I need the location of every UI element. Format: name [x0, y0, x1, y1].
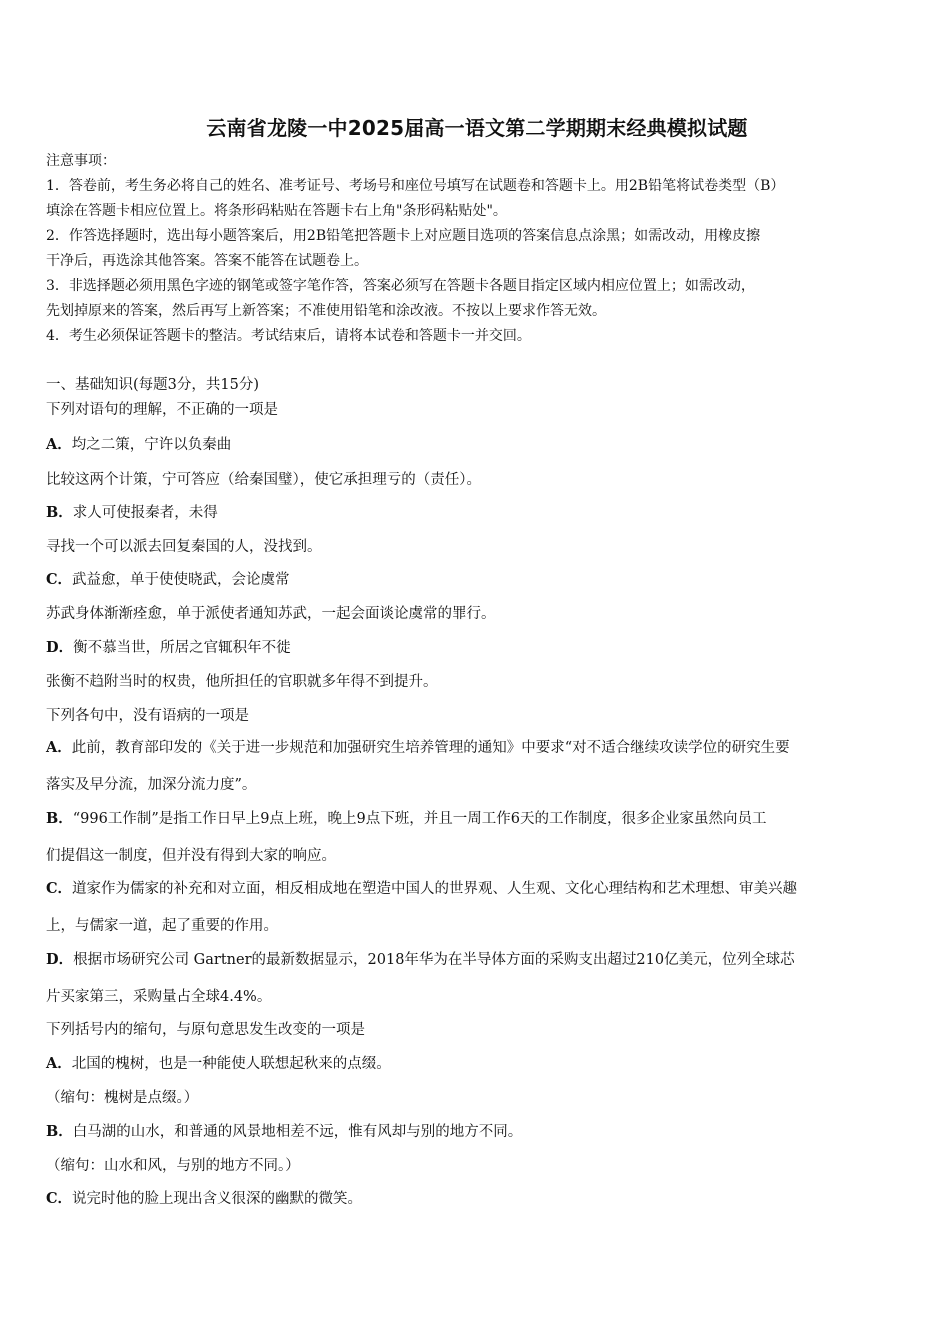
option-text: 说完时他的脸上现出含义很深的幽默的微笑。 [72, 1191, 363, 1207]
q1-option-c-explain: 苏武身体渐渐痊愈，单于派使者通知苏武，一起会面谈论虞常的罪行。 [46, 606, 496, 622]
exam-title: 云南省龙陵一中2025届高一语文第二学期期末经典模拟试题 [206, 116, 748, 140]
notice-line-7: 4．考生必须保证答题卡的整洁。考试结束后，请将本试卷和答题卡一并交回。 [46, 328, 531, 344]
q1-stem: 下列对语句的理解，不正确的一项是 [46, 402, 278, 418]
q2-option-d [46, 950, 795, 970]
option-letter: B． [46, 1123, 73, 1140]
option-letter: D． [46, 951, 74, 968]
q1-option-d-explain: 张衡不趋附当时的权贵，他所担任的官职就多年得不到提升。 [46, 674, 438, 690]
option-letter: A． [46, 739, 72, 756]
option-text: 均之二策，宁许以负秦曲 [71, 437, 232, 453]
q3-option-b-short: （缩句：山水和风，与别的地方不同。） [46, 1158, 300, 1174]
notice-line-1: 1．答卷前，考生务必将自己的姓名、准考证号、考场号和座位号填写在试题卷和答题卡上。用2B铅笔将试卷类型（B） [46, 178, 785, 194]
notice-heading: 注意事项： [46, 153, 116, 169]
option-letter: B． [46, 810, 73, 827]
notice-line-4: 干净后，再选涂其他答案。答案不能答在试题卷上。 [46, 253, 368, 269]
q2-option-a [46, 738, 790, 758]
option-text: 道家作为儒家的补充和对立面，相反相成地在塑造中国人的世界观、人生观、文化心理结构和艺术理想、审美兴趣 [72, 881, 798, 897]
option-letter: D． [46, 639, 74, 656]
option-text: 白马湖的山水，和普通的风景地相差不远，惟有风却与别的地方不同。 [72, 1124, 523, 1140]
q3-option-b [46, 1122, 522, 1142]
option-letter: A． [46, 1055, 72, 1072]
option-letter: C． [46, 571, 73, 588]
section-heading: 一、基础知识(每题3分，共15分) [46, 377, 259, 393]
notice-line-6: 先划掉原来的答案，然后再写上新答案；不准使用铅笔和涂改液。不按以上要求作答无效。 [46, 303, 606, 319]
option-letter: A． [46, 436, 72, 453]
option-letter: C． [46, 1190, 73, 1207]
option-text: 此前，教育部印发的《关于进一步规范和加强研究生培养管理的通知》中要求“对不适合继续攻读学位的研究生要 [71, 740, 790, 756]
q1-option-b-explain: 寻找一个可以派去回复秦国的人，没找到。 [46, 539, 322, 555]
q1-option-a [46, 435, 231, 455]
q2-option-d-cont: 片买家第三，采购量占全球4.4%。 [46, 989, 272, 1005]
q2-option-b-cont: 们提倡这一制度，但并没有得到大家的响应。 [46, 848, 336, 864]
option-text: “996工作制”是指工作日早上9点上班，晚上9点下班，并且一周工作6天的工作制度，很多企业家虽然向员工 [72, 811, 767, 827]
option-text: 求人可使报秦者，未得 [72, 505, 218, 521]
q2-option-b [46, 809, 766, 829]
notice-line-2: 填涂在答题卡相应位置上。将条形码粘贴在答题卡右上角"条形码粘贴处"。 [46, 203, 507, 219]
q1-option-d [46, 638, 291, 658]
q2-option-c-cont: 上，与儒家一道，起了重要的作用。 [46, 918, 278, 934]
q3-option-c [46, 1189, 362, 1209]
q2-stem: 下列各句中，没有语病的一项是 [46, 708, 249, 724]
q3-stem: 下列括号内的缩句，与原句意思发生改变的一项是 [46, 1022, 365, 1038]
option-text: 北国的槐树，也是一种能使人联想起秋来的点缀。 [71, 1056, 391, 1072]
option-text: 衡不慕当世，所居之官辄积年不徙 [73, 640, 291, 656]
option-letter: B． [46, 504, 73, 521]
q1-option-b [46, 503, 218, 523]
q1-option-c [46, 570, 290, 590]
q3-option-a-short: （缩句：槐树是点缀。） [46, 1090, 199, 1106]
option-text: 武益愈，单于使使晓武，会论虞常 [72, 572, 290, 588]
option-text: 根据市场研究公司 Gartner的最新数据显示，2018年华为在半导体方面的采购支出超过210亿美元，位列全球芯 [73, 952, 795, 968]
q3-option-a [46, 1054, 391, 1074]
option-letter: C． [46, 880, 73, 897]
notice-line-5: 3．非选择题必须用黑色字迹的钢笔或签字笔作答，答案必须写在答题卡各题目指定区域内相应位置上；如需改动， [46, 278, 755, 294]
q2-option-a-cont: 落实及早分流，加深分流力度”。 [46, 777, 257, 793]
notice-line-3: 2．作答选择题时，选出每小题答案后，用2B铅笔把答题卡上对应题目选项的答案信息点涂黑；如需改动，用橡皮擦 [46, 228, 761, 244]
q2-option-c [46, 879, 797, 899]
q1-option-a-explain: 比较这两个计策，宁可答应（给秦国璧），使它承担理亏的（责任）。 [46, 472, 481, 488]
